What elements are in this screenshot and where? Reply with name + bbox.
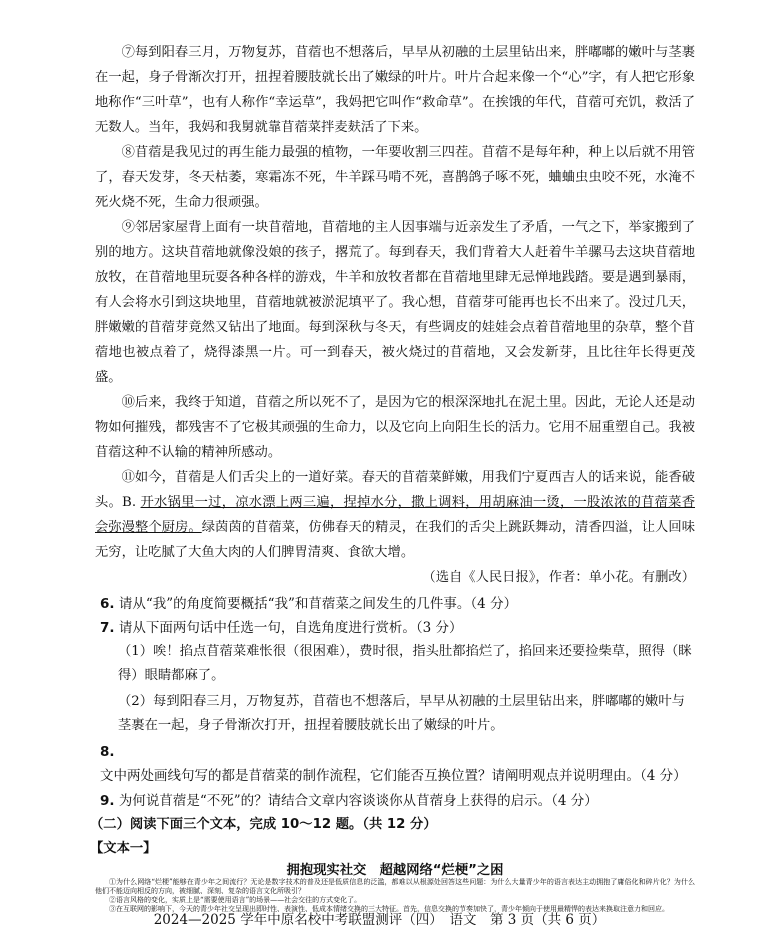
section-2-heading: （二）阅读下面三个文本，完成 10～12 题。（共 12 分）: [90, 817, 437, 832]
paragraph-10: ⑩后来，我终于知道，苜蓿之所以死不了，是因为它的根深深地扎在泥土里。因此，无论人还是动物如何摧残，都残害不了它极其顽强的生命力，以及它向上向阳生长的活力。它用不屈重塑自己。我被苜蓿这种不认输的精神所感动。: [95, 395, 695, 460]
paragraph-11-end: 绿茵茵的苜蓿菜，仿佛春天的精灵，在我们的舌尖上跳跃舞动，清香四溢，让人回味无穷，让吃腻了大鱼大肉的人们脾胃清爽、食欲大增。: [95, 520, 696, 560]
question-number: 6.: [100, 596, 115, 612]
paragraph-7: ⑦每到阳春三月，万物复苏，苜蓿也不想落后，早早从初融的土层里钻出来，胖嘟嘟的嫩叶与茎裹在一起，身子骨渐次打开，扭捏着腰肢就长出了嫩绿的叶片。叶片合起来像一个“心”字，有人把它形象地称作“三叶草”，也有人称作“幸运草”，我妈把它叫作“救命草”。在挨饿的年代，苜蓿可充饥，救活了无数人。当年，我妈和我舅就靠苜蓿菜拌麦麸活了下来。: [95, 45, 695, 135]
source-note: （选自《人民日报》，作者：单小花。有删改）: [422, 570, 695, 585]
question-7-option-1: （1）唉！掐点苜蓿菜难怅很（很困难），费时很，指头肚都掐烂了，掐回来还要捡柴草，照得（眯得）眼睛都麻了。: [118, 644, 692, 683]
question-number: 7.: [100, 620, 115, 636]
article-title: 拥抱现实社交 超越网络“烂梗”之困: [286, 863, 504, 878]
text-1-paragraph-3: ③在互联网的影响下，今天的青少年社交呈现出即时性、表演性、低成本情绪交换的三大特征。首先，信息交换的节奏加快了，青少年倾向于使用最精悍的表达来换取注意力和回应。: [109, 905, 669, 913]
question-7-option-2: （2）每到阳春三月，万物复苏，苜蓿也不想落后，早早从初融的土层里钻出来，胖嘟嘟的嫩叶与茎裹在一起，身子骨渐次打开，扭捏着腰肢就长出了嫩绿的叶片。: [118, 694, 685, 733]
paragraph-11-start: ⑪如今，苜蓿是人们舌尖上的一道好菜。春天的苜蓿菜鲜嫩，用我们宁夏西吉人的话来说，能香破头。B.: [95, 470, 695, 510]
text-1-paragraph-1: ①为什么网络“烂梗”能够在青少年之间流行？无论是数字技术的普及还是低质信息的泛滥，都难以从根源处回答这些问题：为什么大量青少年的语言表达主动拥抱了庸俗化和碎片化？为什么他们不能迈向相反的方向，被细腻、深刻、复杂的语言文化所吸引？: [95, 878, 695, 895]
question-number: 9.: [100, 793, 115, 809]
question-text: 请从“我”的角度简要概括“我”和苜蓿菜之间发生的几件事。（4 分）: [118, 596, 518, 612]
paragraph-9: ⑨邻居家屋背上面有一块苜蓿地，苜蓿地的主人因事端与近亲发生了矛盾，一气之下，举家搬到了别的地方。这块苜蓿地就像没娘的孩子，撂荒了。每到春天，我们背着大人赶着牛羊骡马去这块苜蓿地放牧，在苜蓿地里玩耍各种各样的游戏，牛羊和放牧者都在苜蓿地里肆无忌惮地践踏。要是遇到暴雨，有人会将水引到这块地里，苜蓿地就被淤泥填平了。我心想，苜蓿芽可能再也长不出来了。没过几天，胖嫩嫩的苜蓿芽竟然又钻出了地面。每到深秋与冬天，有些调皮的娃娃会点着苜蓿地里的杂草，整个苜蓿地也被点着了，烧得漆黑一片。可一到春天，被火烧过的苜蓿地，又会发新芽，且比往年长得更茂盛。: [95, 220, 695, 385]
question-text: 文中两处画线句写的都是苜蓿菜的制作流程，它们能否互换位置？请阐明观点并说明理由。（4 分）: [100, 768, 687, 784]
paragraph-8: ⑧苜蓿是我见过的再生能力最强的植物，一年要收割三四茬。苜蓿不是每年种，种上以后就不用管了，春天发芽，冬天枯萎，寒霜冻不死，牛羊踩马啃不死，喜鹊鸽子啄不死，蛐蛐虫虫咬不死，水淹不死火烧不死，生命力很顽强。: [95, 145, 695, 210]
text-1-label: 【文本一】: [90, 841, 157, 856]
question-number: 8.: [100, 744, 115, 760]
question-9: [100, 789, 700, 813]
question-6: [100, 592, 700, 616]
text-1-body: [95, 878, 695, 914]
page-footer: 2024—2025 学年中原名校中考联盟测评（四） 语文 第 3 页（共 6 页）: [153, 912, 606, 928]
question-text: 为何说苜蓿是“不死”的？请结合文章内容谈谈你从苜蓿身上获得的启示。（4 分）: [118, 793, 598, 809]
question-text: 请从下面两句话中任选一句，自选角度进行赏析。（3 分）: [118, 620, 463, 636]
underlined-sentence-b: 开水锅里一过，凉水漂上两三遍，捏掉水分，撒上调料，用胡麻油一烫，一股浓浓的苜蓿菜香会弥漫整个厨房。: [95, 495, 696, 535]
text-1-paragraph-2: ②语言风格的变化，实质上是“需要使用语言”的场景——社会交往的方式变化了。: [109, 896, 362, 904]
paragraph-11: [95, 465, 695, 565]
question-8: [100, 740, 700, 788]
question-7: [100, 616, 700, 640]
